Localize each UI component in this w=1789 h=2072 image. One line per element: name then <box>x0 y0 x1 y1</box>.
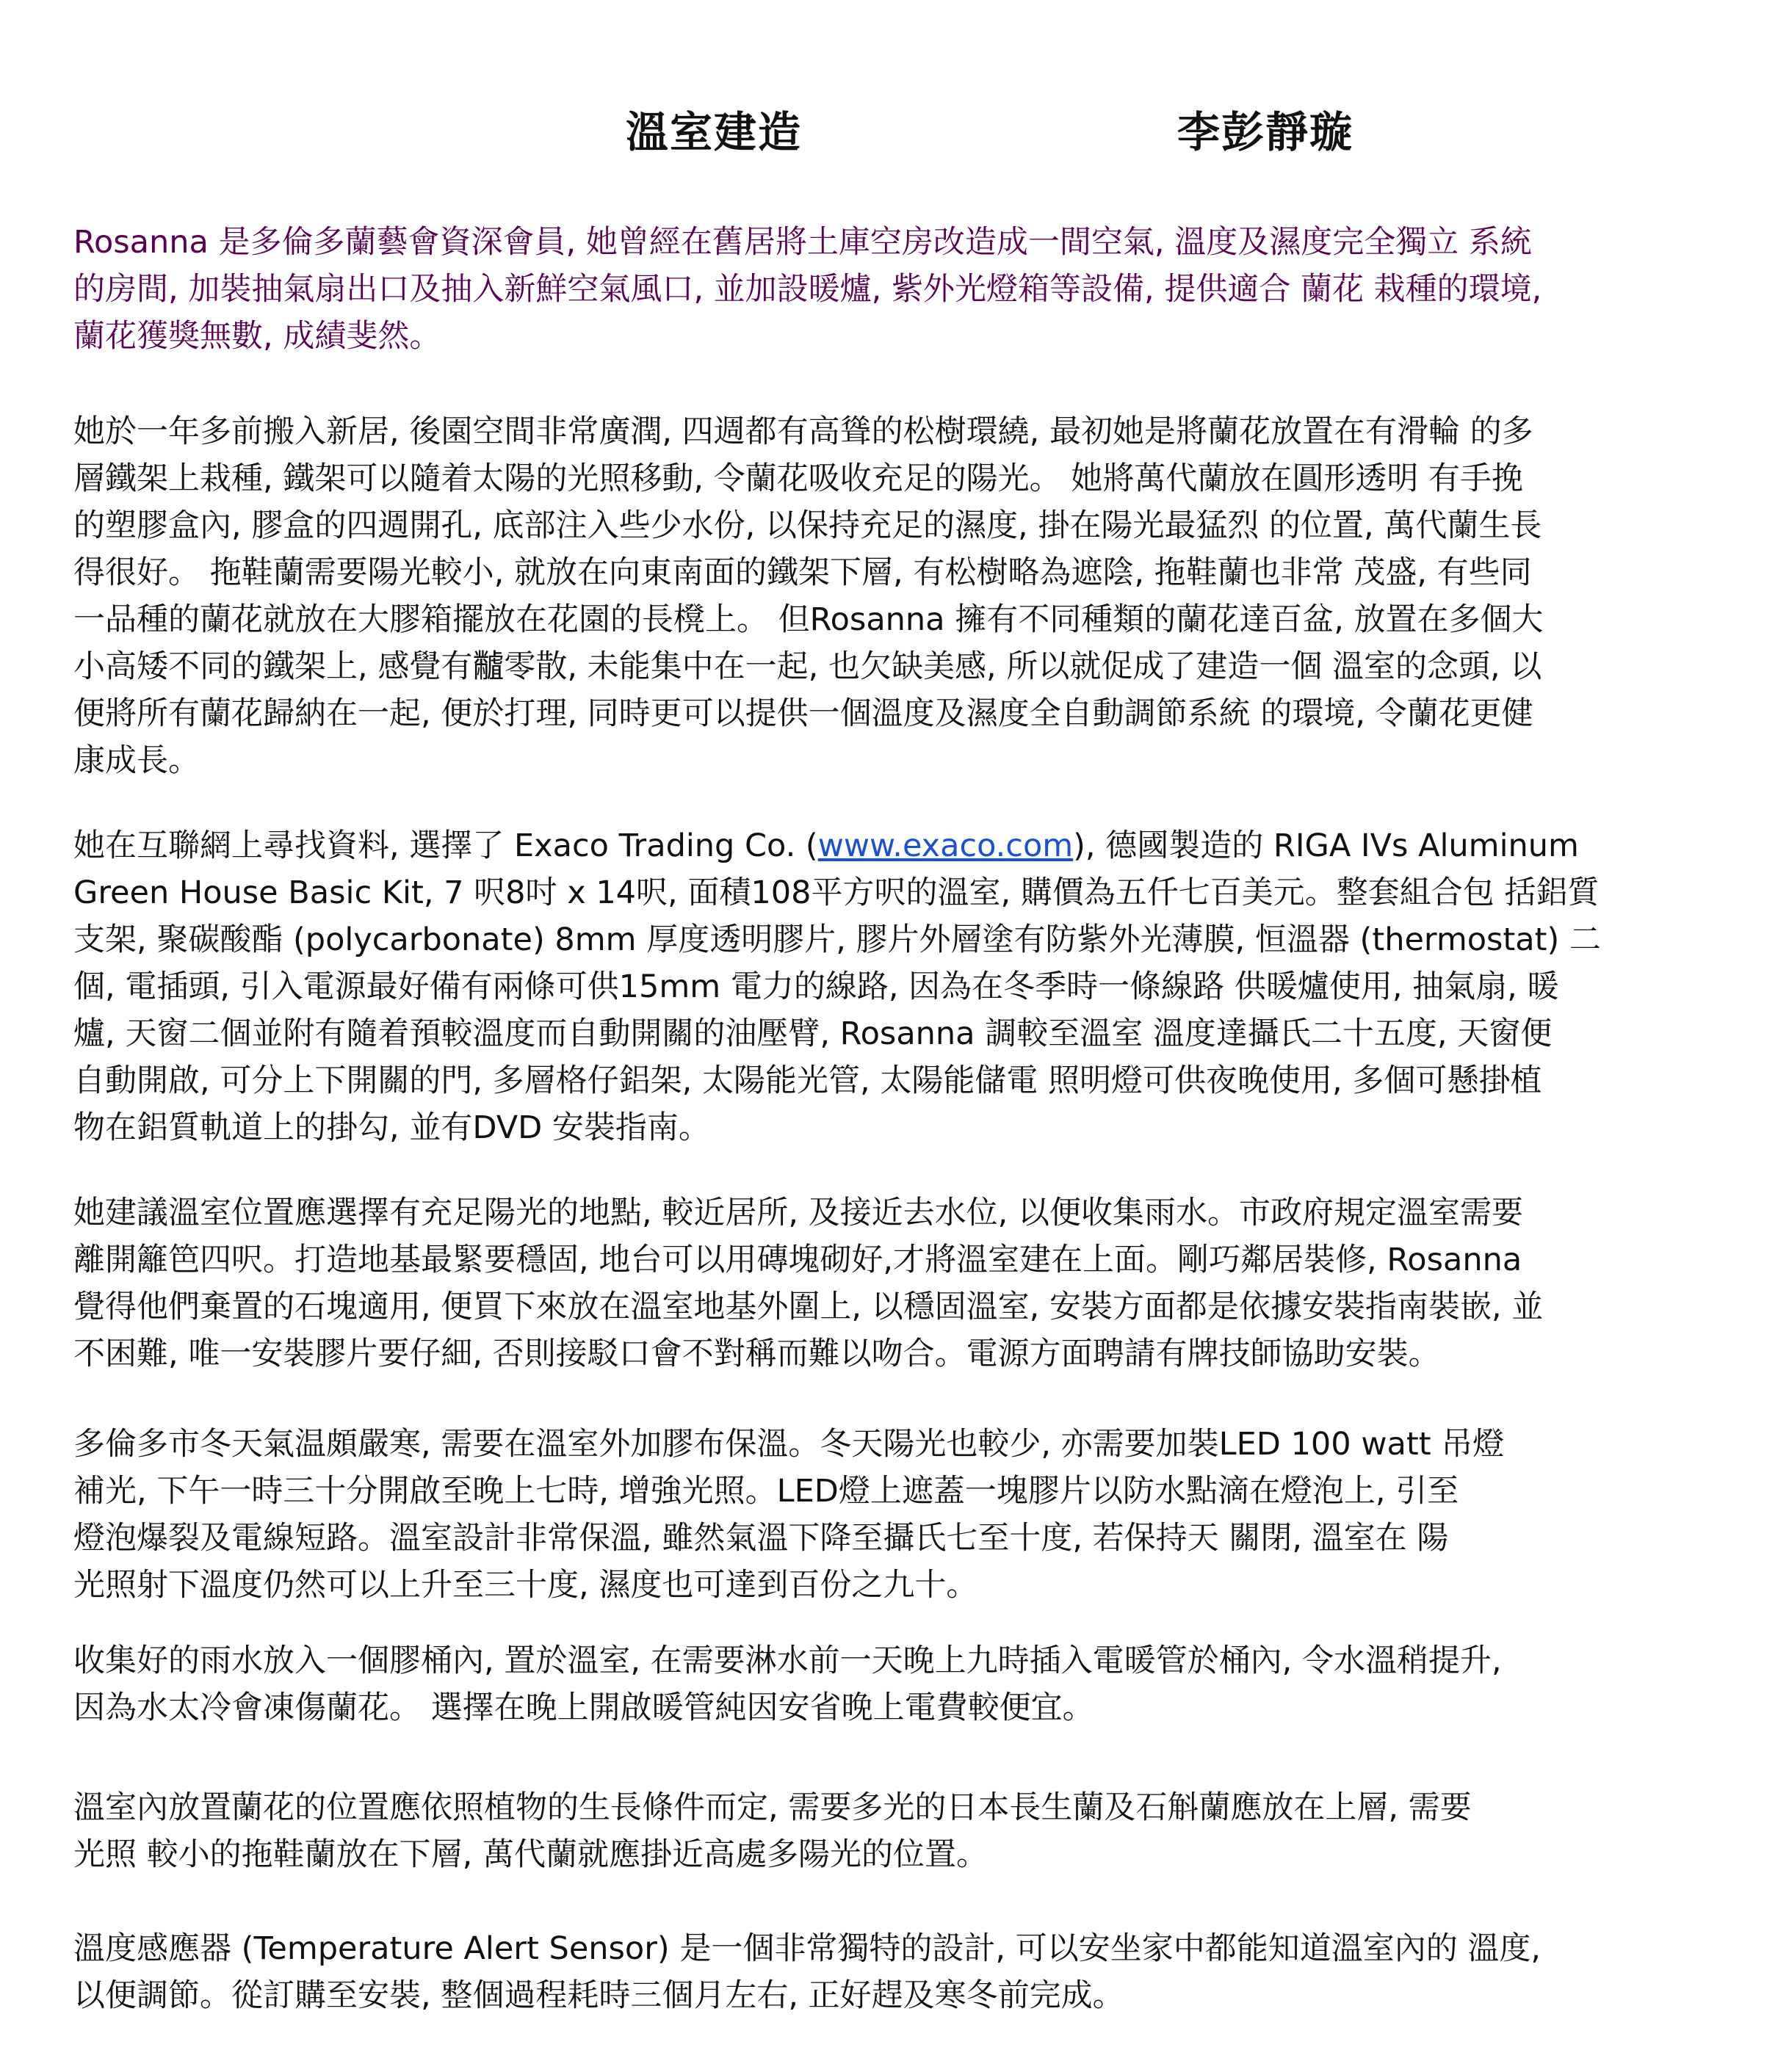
intro-paragraph <box>73 219 1716 360</box>
paragraph-line: 的房間, 加裝抽氣扇出口及抽入新鮮空氣風口, 並加設暖爐, 紫外光燈箱等設備, 提供適合 蘭花 栽種的環境, <box>73 271 1542 308</box>
paragraph-line: 燈泡爆裂及電線短路。溫室設計非常保溫, 雖然氣溫下降至攝氏七至十度, 若保持天 關閉, 溫室在 陽 <box>73 1520 1449 1557</box>
paragraph-line: 離開籬笆四呎。打造地基最緊要穩固, 地台可以用磚塊砌好,才將溫室建在上面。剛巧鄰居裝修, Rosanna <box>73 1242 1522 1278</box>
exaco-link[interactable]: www.exaco.com <box>817 827 1074 864</box>
paragraph-line: Rosanna 是多倫多蘭藝會資深會員, 她曾經在舊居將土庫空房改造成一間空氣, 溫度及濕度完全獨立 系統 <box>73 224 1532 261</box>
paragraph-line: Green House Basic Kit, 7 呎8吋 x 14呎, 面積108平方呎的溫室, 購價為五仟七百美元。整套組合包 括鋁質 <box>73 874 1600 911</box>
text-after-link: ), 德國製造的 RIGA IVs Aluminum <box>1073 827 1579 864</box>
paragraph-line: 康成長。 <box>73 742 200 779</box>
paragraph-line: 物在鋁質軌道上的掛勾, 並有DVD 安裝指南。 <box>73 1109 710 1146</box>
paragraph-line <box>73 822 1716 869</box>
paragraph-line: 光照射下溫度仍然可以上升至三十度, 濕度也可達到百份之九十。 <box>73 1567 978 1604</box>
author-name: 李彭靜璇 <box>1177 107 1354 157</box>
paragraph-line: 她於一年多前搬入新居, 後園空間非常廣潤, 四週都有高聳的松樹環繞, 最初她是將蘭花放置在有滑輪 的多 <box>73 413 1533 450</box>
paragraph-line: 補光, 下午一時三十分開啟至晚上七時, 增強光照。LED燈上遮蓋一塊膠片以防水點滴在燈泡上, 引至 <box>73 1473 1459 1510</box>
paragraph-new-home <box>73 408 1716 784</box>
paragraph-line: 個, 電插頭, 引入電源最好備有兩條可供15mm 電力的線路, 因為在冬季時一條線路 供暖爐使用, 抽氣扇, 暖 <box>73 968 1559 1005</box>
paragraph-line: 一品種的蘭花就放在大膠箱擺放在花園的長櫈上。 但Rosanna 擁有不同種類的蘭花達百盆, 放置在多個大 <box>73 601 1544 638</box>
paragraph-sensor <box>73 1925 1716 2019</box>
paragraph-location <box>73 1189 1716 1377</box>
text-before-link: 她在互聯網上尋找資料, 選擇了 Exaco Trading Co. ( <box>73 827 818 864</box>
paragraph-placement <box>73 1784 1716 1878</box>
paragraph-line: 支架, 聚碳酸酯 (polycarbonate) 8mm 厚度透明膠片, 膠片外層塗有防紫外光薄膜, 恒溫器 (thermostat) 二 <box>73 921 1601 958</box>
paragraph-line: 以便調節。從訂購至安裝, 整個過程耗時三個月左右, 正好趕及寒冬前完成。 <box>73 1977 1124 2014</box>
paragraph-line: 溫室內放置蘭花的位置應依照植物的生長條件而定, 需要多光的日本長生蘭及石斛蘭應放在上層, 需要 <box>73 1789 1472 1826</box>
document-title: 溫室建造 <box>626 107 803 157</box>
paragraph-line: 不困難, 唯一安裝膠片要仔細, 否則接駁口會不對稱而難以吻合。電源方面聘請有牌技師協助安裝。 <box>73 1336 1440 1372</box>
paragraph-line: 蘭花獲獎無數, 成績斐然。 <box>73 318 441 355</box>
paragraph-line: 小高矮不同的鐵架上, 感覺有𪓐零散, 未能集中在一起, 也欠缺美感, 所以就促成了建造一個 溫室的念頭, 以 <box>73 648 1542 685</box>
paragraph-line: 便將所有蘭花歸納在一起, 便於打理, 同時更可以提供一個溫度及濕度全自動調節系統 的環境, 令蘭花更健 <box>73 695 1533 732</box>
paragraph-line: 溫度感應器 (Temperature Alert Sensor) 是一個非常獨特的設計, 可以安坐家中都能知道溫室內的 溫度, <box>73 1930 1542 1967</box>
paragraph-line: 覺得他們棄置的石塊適用, 便買下來放在溫室地基外圍上, 以穩固溫室, 安裝方面都是依據安裝指南裝嵌, 並 <box>73 1289 1544 1325</box>
paragraph-line: 爐, 天窗二個並附有隨着預較溫度而自動開關的油壓臂, Rosanna 調較至溫室 溫度達攝氏二十五度, 天窗便 <box>73 1015 1553 1052</box>
paragraph-line: 收集好的雨水放入一個膠桶內, 置於溫室, 在需要淋水前一天晚上九時插入電暖管於桶內, 令水溫稍提升, <box>73 1642 1502 1679</box>
paragraph-line: 層鐵架上栽種, 鐵架可以隨着太陽的光照移動, 令蘭花吸收充足的陽光。 她將萬代蘭放在圓形透明 有手挽 <box>73 460 1524 497</box>
paragraph-line: 因為水太冷會凍傷蘭花。 選擇在晚上開啟暖管純因安省晚上電費較便宜。 <box>73 1689 1094 1726</box>
paragraph-greenhouse-kit <box>73 822 1716 1151</box>
paragraph-winter <box>73 1421 1716 1609</box>
paragraph-line: 自動開啟, 可分上下開關的門, 多層格仔鋁架, 太陽能光管, 太陽能儲電 照明燈可供夜晚使用, 多個可懸掛植 <box>73 1062 1542 1099</box>
paragraph-line: 的塑膠盒內, 膠盒的四週開孔, 底部注入些少水份, 以保持充足的濕度, 掛在陽光最猛烈 的位置, 萬代蘭生長 <box>73 507 1542 544</box>
paragraph-line: 多倫多市冬天氣温頗嚴寒, 需要在溫室外加膠布保溫。冬天陽光也較少, 亦需要加裝LED 100 watt 吊燈 <box>73 1426 1505 1463</box>
title-row <box>0 103 1789 162</box>
paragraph-line: 光照 較小的拖鞋蘭放在下層, 萬代蘭就應掛近高處多陽光的位置。 <box>73 1836 989 1873</box>
paragraph-line: 她建議溫室位置應選擇有充足陽光的地點, 較近居所, 及接近去水位, 以便收集雨水。市政府規定溫室需要 <box>73 1195 1524 1231</box>
paragraph-line: 得很好。 拖鞋蘭需要陽光較小, 就放在向東南面的鐵架下層, 有松樹略為遮陰, 拖鞋蘭也非常 茂盛, 有些同 <box>73 554 1532 591</box>
paragraph-rainwater <box>73 1637 1716 1731</box>
